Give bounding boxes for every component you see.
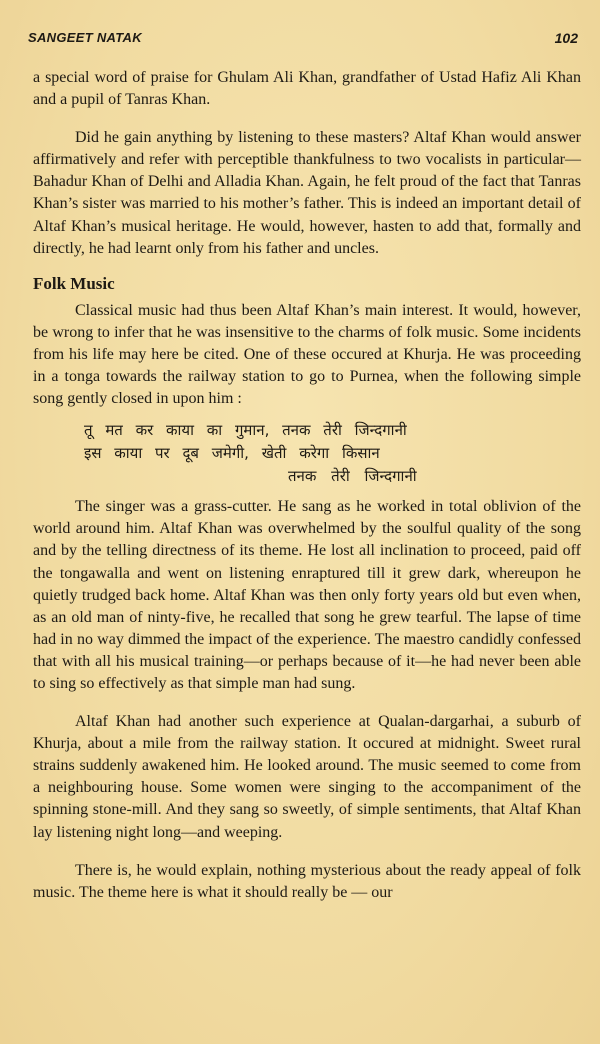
paragraph-folk-appeal: There is, he would explain, nothing mysterious about the ready appeal of folk music. The theme here is what it should really be — our [33,861,581,901]
song-line: तनक तेरी जिन्दगानी [288,467,417,486]
paragraph-grass-cutter: The singer was a grass-cutter. He sang as he worked in total oblivion of the world around him. Altaf Khan was overwhelmed by the soulful quality of the song and by the telling directness of its theme. He lost all inclination to proceed, paid off the tongawalla and went on listening enraptured till it grew dark, whereupon he quietly trudged back home. Altaf Khan was then only forty years old but even when, as an old man of ninty-five, he recalled that song he grew tearful. The lapse of time had in no way dimmed the impact of the experience. The maestro candidly confessed that with all his musical training—or perhaps because of it—he had never been able to sing so effectively as that simple man had sung. [33,498,581,692]
song-line: इस काया पर दूब जमेगी, खेती करेगा किसान [84,444,380,463]
page-number: 102 [554,30,578,46]
paragraph-folk-intro: Classical music had thus been Altaf Khan’s main interest. It would, however, be wrong to infer that he was insensitive to the charms of folk music. Some incidents from his life may here be cited. One of these occured at Khurja. He was proceeding in a tonga towards the railway station to go to Purnea, when the following simple song gently closed in upon him : [33,301,581,408]
paragraph-masters: Did he gain anything by listening to these masters? Altaf Khan would answer affirmatively and refer with perceptible thankfulness to two vocalists in particular—Bahadur Khan of Delhi and Alladia Khan. Again, he felt proud of the fact that Tanras Khan’s sister was married to his mother’s father. This is indeed an important detail of Altaf Khan’s musical heritage. He would, however, hasten to add that, formally and directly, he had learnt only from his father and uncles. [33,129,581,257]
section-heading-folk-music: Folk Music [33,273,115,293]
song-line: तू मत कर काया का गुमान, तनक तेरी जिन्दगानी [84,421,407,440]
paragraph-qualan-dargarhai: Altaf Khan had another such experience at Qualan-dargarhai, a suburb of Khurja, about a mile from the railway station. It occured at midnight. Sweet rural strains suddenly awakened him. He looked around. The music seemed to come from a neighbouring house. Some women were singing to the accompaniment of the spinning stone-mill. And they sang so sweetly, of simple sentiments, that Altaf Khan lay listening night long—and weeping. [33,713,581,841]
journal-title: SANGEET NATAK [28,30,142,45]
hindi-song-verse [33,419,581,488]
page-body [33,67,581,904]
running-header [28,30,578,52]
paragraph-continued: a special word of praise for Ghulam Ali Khan, grandfather of Ustad Hafiz Ali Khan and a pupil of Tanras Khan. [33,69,581,109]
